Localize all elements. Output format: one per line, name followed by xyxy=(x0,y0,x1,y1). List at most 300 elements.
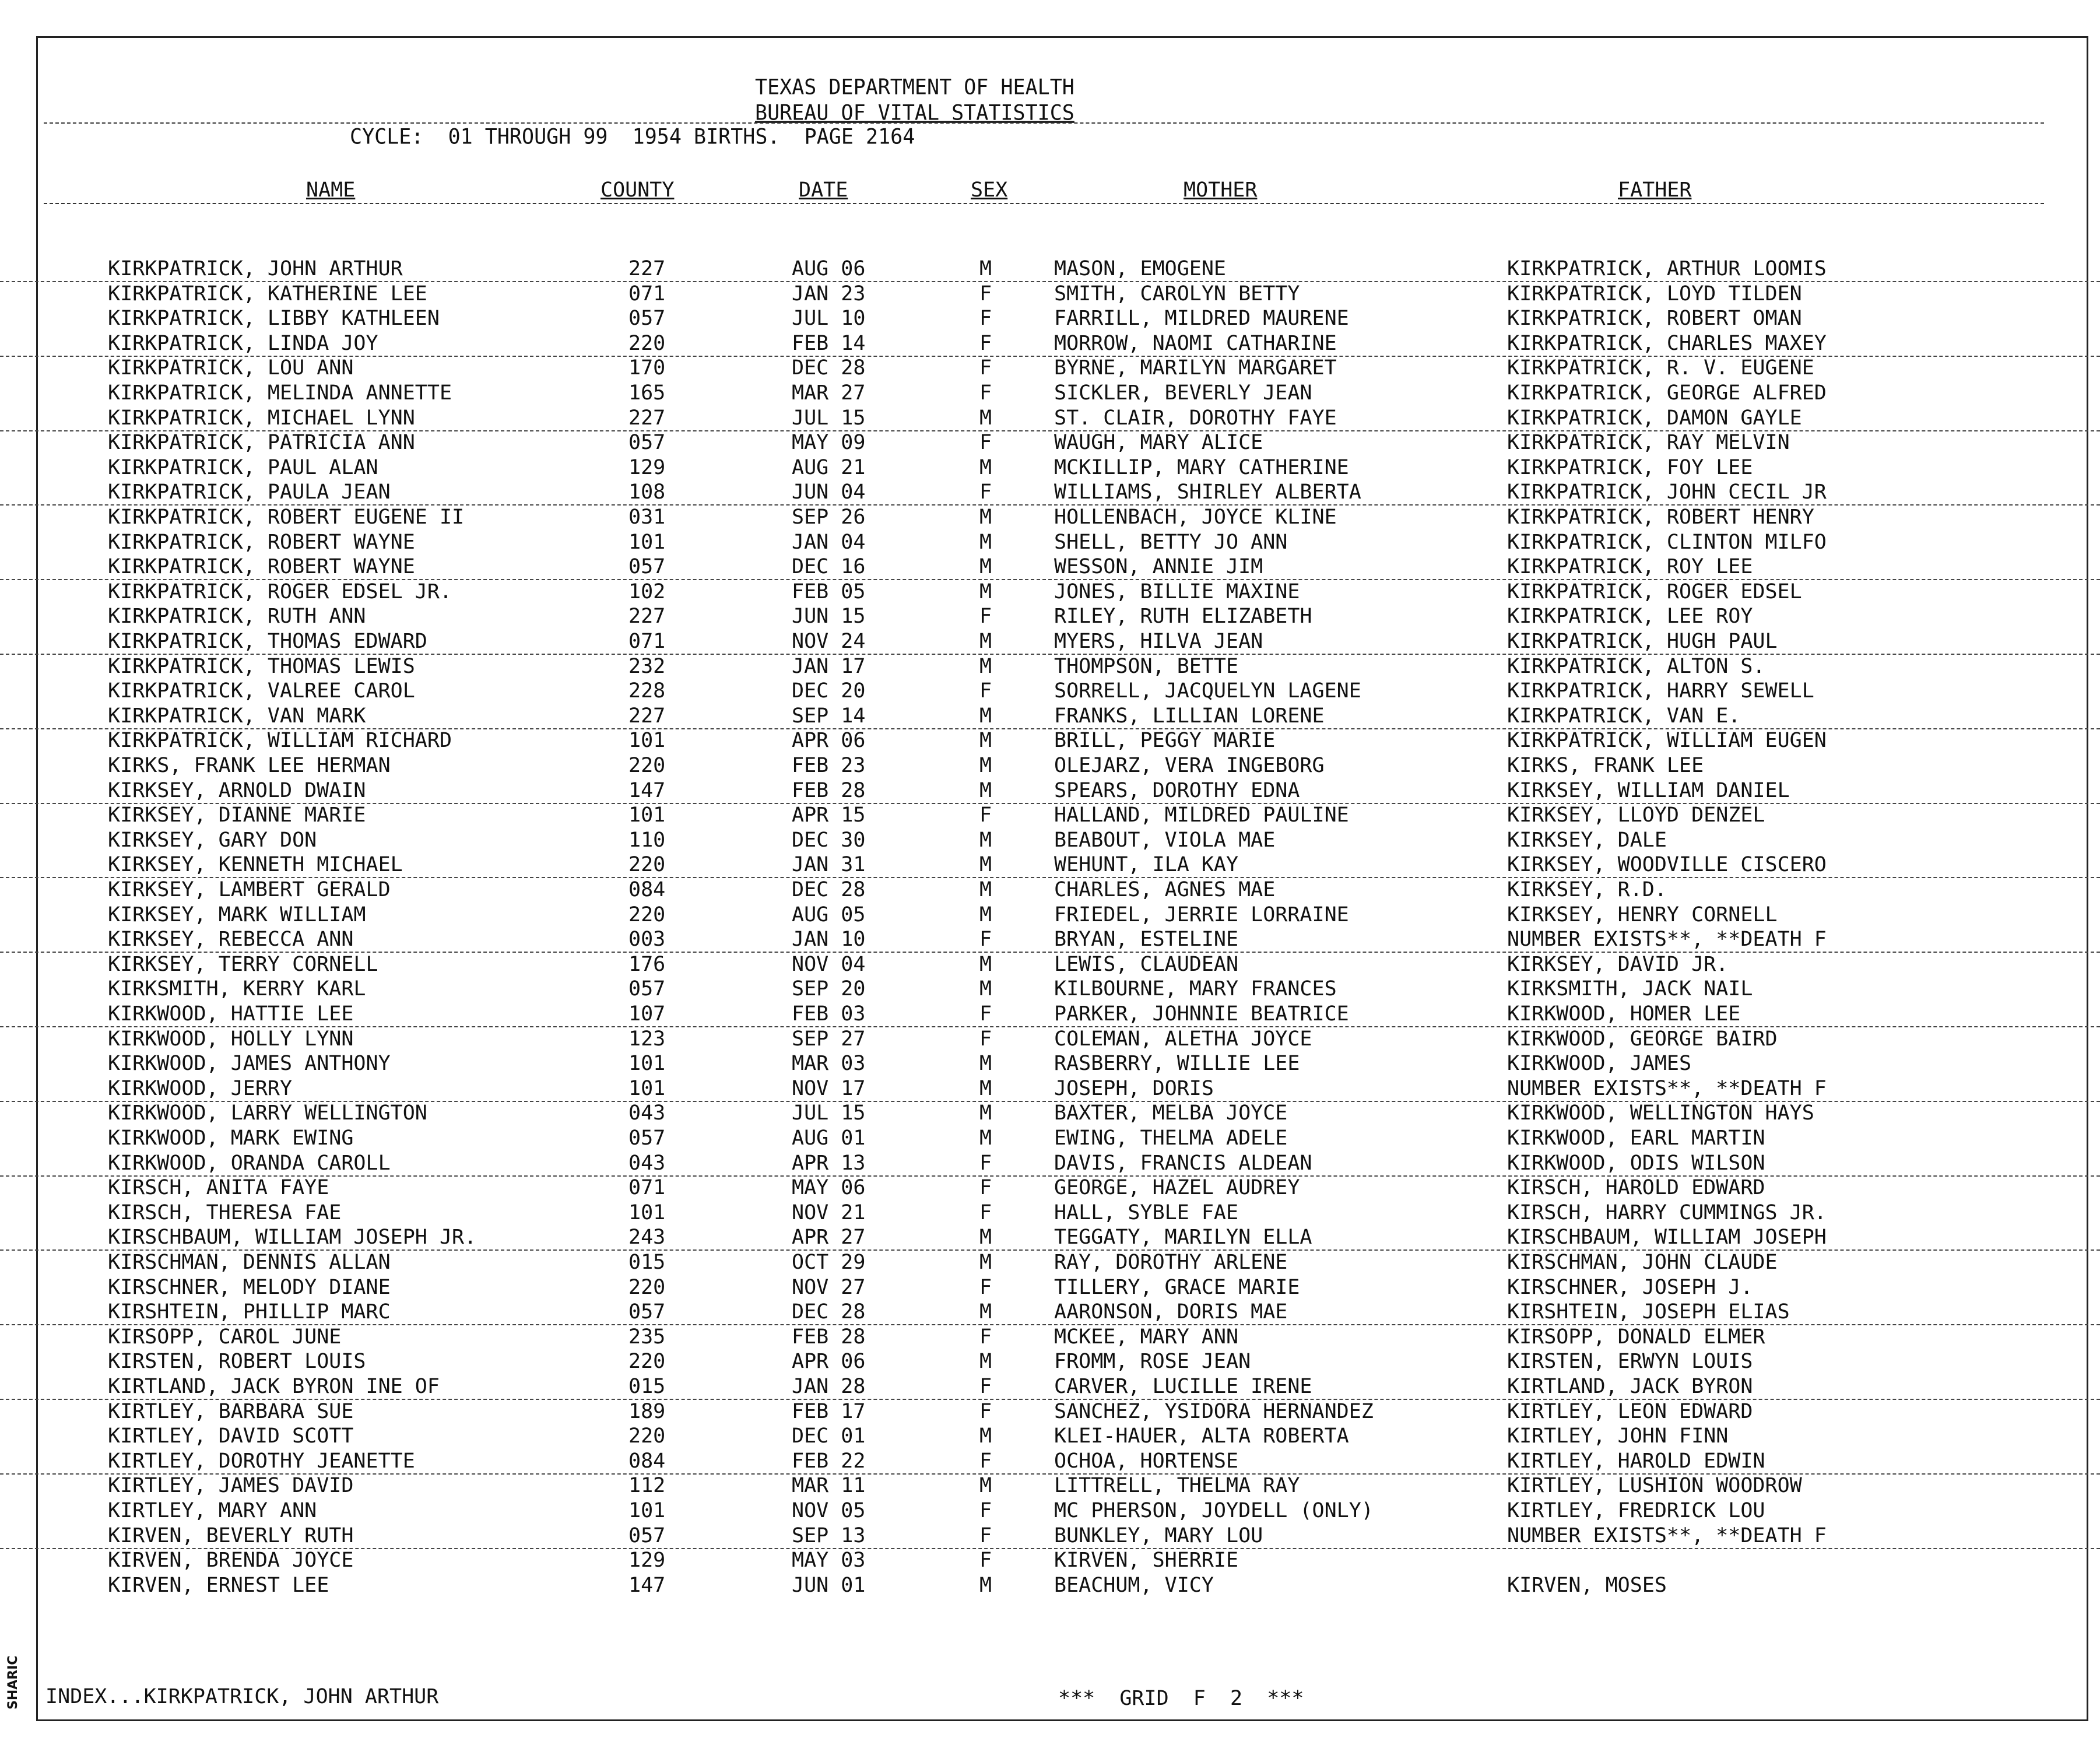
record-mother: LITTRELL, THELMA RAY xyxy=(1054,1474,1300,1498)
record-father: NUMBER EXISTS**, **DEATH F xyxy=(1507,928,1827,952)
record-county: 101 xyxy=(628,1499,666,1522)
record-sex: F xyxy=(979,356,992,380)
record-county: 220 xyxy=(628,903,666,926)
table-row xyxy=(0,257,2100,282)
record-mother: SORRELL, JACQUELYN LAGENE xyxy=(1054,679,1361,703)
record-name: KIRKSEY, TERRY CORNELL xyxy=(108,952,378,976)
record-father: KIRSCH, HARRY CUMMINGS JR. xyxy=(1507,1201,1827,1224)
record-name: KIRKWOOD, HOLLY LYNN xyxy=(108,1027,354,1051)
record-father: KIRKPATRICK, HUGH PAUL xyxy=(1507,630,1778,653)
table-row xyxy=(0,1524,2100,1549)
record-date: OCT 29 xyxy=(792,1251,866,1274)
record-father: KIRKSEY, HENRY CORNELL xyxy=(1507,903,1778,926)
record-name: KIRKWOOD, MARK EWING xyxy=(108,1126,354,1150)
table-row xyxy=(0,406,2100,431)
record-county: 220 xyxy=(628,1275,666,1299)
record-county: 003 xyxy=(628,928,666,952)
record-name: KIRKPATRICK, LOU ANN xyxy=(108,356,354,380)
record-father: KIRKWOOD, HOMER LEE xyxy=(1507,1002,1741,1026)
table-row xyxy=(0,654,2100,679)
record-sex: F xyxy=(979,679,992,703)
record-county: 110 xyxy=(628,828,666,852)
table-row xyxy=(0,1573,2100,1598)
side-stamp xyxy=(2,1644,26,1714)
record-county: 057 xyxy=(628,431,666,455)
table-row xyxy=(0,903,2100,927)
record-county: 071 xyxy=(628,1176,666,1200)
record-date: FEB 28 xyxy=(792,778,866,802)
record-mother: SICKLER, BEVERLY JEAN xyxy=(1054,381,1312,405)
record-father: KIRKPATRICK, HARRY SEWELL xyxy=(1507,679,1814,703)
record-date: DEC 28 xyxy=(792,356,866,380)
record-mother: MORROW, NAOMI CATHARINE xyxy=(1054,331,1337,355)
record-sex: F xyxy=(979,803,992,827)
table-row xyxy=(0,1051,2100,1076)
record-date: JAN 17 xyxy=(792,654,866,678)
table-row xyxy=(0,1101,2100,1125)
record-county: 227 xyxy=(628,257,666,280)
record-county: 102 xyxy=(628,580,666,603)
record-father: NUMBER EXISTS**, **DEATH F xyxy=(1507,1524,1827,1547)
record-sex: M xyxy=(979,455,992,479)
record-father: KIRKPATRICK, LOYD TILDEN xyxy=(1507,282,1802,306)
record-father: KIRKPATRICK, ARTHUR LOOMIS xyxy=(1507,257,1827,280)
record-date: DEC 28 xyxy=(792,878,866,901)
record-father: KIRKWOOD, EARL MARTIN xyxy=(1507,1126,1765,1150)
cycle-line: CYCLE: 01 THROUGH 99 1954 BIRTHS. PAGE 2164 xyxy=(350,125,915,149)
record-mother: RILEY, RUTH ELIZABETH xyxy=(1054,605,1312,629)
side-stamp-label: SHARIC xyxy=(6,1655,20,1710)
table-row xyxy=(0,927,2100,953)
record-date: FEB 17 xyxy=(792,1399,866,1423)
record-mother: FARRILL, MILDRED MAURENE xyxy=(1054,307,1349,331)
record-mother: TEGGATY, MARILYN ELLA xyxy=(1054,1226,1312,1249)
record-sex: M xyxy=(979,1076,992,1100)
record-name: KIRKSEY, REBECCA ANN xyxy=(108,928,354,952)
record-father: KIRSCHNER, JOSEPH J. xyxy=(1507,1275,1753,1299)
record-father: KIRKSEY, DALE xyxy=(1507,828,1667,852)
record-father: KIRSCHMAN, JOHN CLAUDE xyxy=(1507,1251,1778,1274)
record-name: KIRKWOOD, ORANDA CAROLL xyxy=(108,1151,391,1175)
record-sex: M xyxy=(979,853,992,877)
record-mother: BAXTER, MELBA JOYCE xyxy=(1054,1101,1288,1125)
table-row xyxy=(0,1300,2100,1325)
record-sex: F xyxy=(979,1176,992,1200)
record-county: 227 xyxy=(628,406,666,430)
record-county: 147 xyxy=(628,1573,666,1597)
column-header-father: FATHER xyxy=(1618,178,1692,202)
record-mother: CHARLES, AGNES MAE xyxy=(1054,878,1276,901)
record-father: KIRKPATRICK, DAMON GAYLE xyxy=(1507,406,1802,430)
record-county: 071 xyxy=(628,282,666,306)
record-mother: TILLERY, GRACE MARIE xyxy=(1054,1275,1300,1299)
record-mother: WESSON, ANNIE JIM xyxy=(1054,555,1263,579)
record-county: 101 xyxy=(628,530,666,554)
record-father: KIRKPATRICK, RAY MELVIN xyxy=(1507,431,1790,455)
record-date: SEP 13 xyxy=(792,1524,866,1547)
record-name: KIRKS, FRANK LEE HERMAN xyxy=(108,754,391,777)
record-sex: M xyxy=(979,903,992,926)
table-row xyxy=(0,1325,2100,1349)
record-father: KIRKPATRICK, ALTON S. xyxy=(1507,654,1765,678)
record-date: JUN 01 xyxy=(792,1573,866,1597)
record-county: 235 xyxy=(628,1325,666,1349)
record-father: KIRVEN, MOSES xyxy=(1507,1573,1667,1597)
record-name: KIRKSEY, ARNOLD DWAIN xyxy=(108,778,366,802)
record-sex: F xyxy=(979,605,992,629)
record-date: MAR 03 xyxy=(792,1052,866,1076)
record-county: 084 xyxy=(628,878,666,901)
record-sex: M xyxy=(979,1300,992,1324)
record-mother: MYERS, HILVA JEAN xyxy=(1054,630,1263,653)
record-sex: F xyxy=(979,1002,992,1026)
table-row xyxy=(0,1548,2100,1573)
record-county: 057 xyxy=(628,1126,666,1150)
record-mother: RASBERRY, WILLIE LEE xyxy=(1054,1052,1300,1076)
record-sex: M xyxy=(979,630,992,653)
table-row xyxy=(0,728,2100,753)
record-name: KIRKSEY, GARY DON xyxy=(108,828,317,852)
record-county: 147 xyxy=(628,778,666,802)
record-county: 123 xyxy=(628,1027,666,1051)
table-row xyxy=(0,1002,2100,1027)
record-name: KIRKPATRICK, MICHAEL LYNN xyxy=(108,406,415,430)
record-date: NOV 24 xyxy=(792,630,866,653)
record-date: DEC 01 xyxy=(792,1424,866,1448)
record-name: KIRKPATRICK, THOMAS LEWIS xyxy=(108,654,415,678)
record-sex: M xyxy=(979,952,992,976)
record-sex: F xyxy=(979,1499,992,1522)
table-row xyxy=(0,356,2100,380)
record-date: DEC 20 xyxy=(792,679,866,703)
record-date: JUL 15 xyxy=(792,1101,866,1125)
record-date: APR 06 xyxy=(792,1350,866,1374)
record-name: KIRSOPP, CAROL JUNE xyxy=(108,1325,342,1349)
record-father: KIRSTEN, ERWYN LOUIS xyxy=(1507,1350,1753,1374)
record-name: KIRKPATRICK, VAN MARK xyxy=(108,704,366,728)
record-father: KIRSHTEIN, JOSEPH ELIAS xyxy=(1507,1300,1790,1324)
record-mother: CARVER, LUCILLE IRENE xyxy=(1054,1375,1312,1398)
record-name: KIRSCH, THERESA FAE xyxy=(108,1201,342,1224)
record-mother: GEORGE, HAZEL AUDREY xyxy=(1054,1176,1300,1200)
record-county: 043 xyxy=(628,1101,666,1125)
record-father: KIRKWOOD, ODIS WILSON xyxy=(1507,1151,1765,1175)
table-row xyxy=(0,952,2100,977)
record-sex: F xyxy=(979,331,992,355)
record-county: 220 xyxy=(628,1350,666,1374)
record-date: NOV 21 xyxy=(792,1201,866,1224)
record-name: KIRKPATRICK, RUTH ANN xyxy=(108,605,366,629)
record-father: KIRKSEY, R.D. xyxy=(1507,878,1667,901)
record-father: KIRKSEY, LLOYD DENZEL xyxy=(1507,803,1765,827)
record-county: 220 xyxy=(628,331,666,355)
table-row xyxy=(0,331,2100,357)
record-mother: SHELL, BETTY JO ANN xyxy=(1054,530,1288,554)
record-sex: M xyxy=(979,1126,992,1150)
table-row xyxy=(0,1449,2100,1475)
record-date: APR 13 xyxy=(792,1151,866,1175)
record-name: KIRKPATRICK, ROBERT WAYNE xyxy=(108,530,415,554)
table-row xyxy=(0,554,2100,580)
record-sex: M xyxy=(979,1573,992,1597)
record-mother: BYRNE, MARILYN MARGARET xyxy=(1054,356,1337,380)
record-father: KIRKS, FRANK LEE xyxy=(1507,754,1704,777)
record-name: KIRKPATRICK, VALREE CAROL xyxy=(108,679,415,703)
record-mother: OLEJARZ, VERA INGEBORG xyxy=(1054,754,1325,777)
record-county: 057 xyxy=(628,977,666,1001)
table-row xyxy=(0,1027,2100,1051)
record-father: NUMBER EXISTS**, **DEATH F xyxy=(1507,1076,1827,1100)
record-mother: KILBOURNE, MARY FRANCES xyxy=(1054,977,1337,1001)
record-sex: F xyxy=(979,1325,992,1349)
record-date: APR 06 xyxy=(792,729,866,753)
record-name: KIRKPATRICK, WILLIAM RICHARD xyxy=(108,729,452,753)
record-date: MAR 11 xyxy=(792,1474,866,1498)
record-date: JAN 04 xyxy=(792,530,866,554)
record-date: SEP 20 xyxy=(792,977,866,1001)
record-sex: F xyxy=(979,1399,992,1423)
record-date: JAN 23 xyxy=(792,282,866,306)
record-county: 084 xyxy=(628,1449,666,1473)
table-row xyxy=(0,430,2100,455)
table-row xyxy=(0,778,2100,804)
record-name: KIRKSEY, LAMBERT GERALD xyxy=(108,878,391,901)
record-name: KIRVEN, ERNEST LEE xyxy=(108,1573,329,1597)
record-county: 057 xyxy=(628,307,666,331)
column-header-divider xyxy=(44,203,2044,204)
record-mother: FRIEDEL, JERRIE LORRAINE xyxy=(1054,903,1349,926)
record-father: KIRKPATRICK, ROBERT OMAN xyxy=(1507,307,1802,331)
record-name: KIRKPATRICK, KATHERINE LEE xyxy=(108,282,427,306)
record-sex: F xyxy=(979,1201,992,1224)
record-date: JUL 15 xyxy=(792,406,866,430)
record-name: KIRKWOOD, JERRY xyxy=(108,1076,293,1100)
record-name: KIRTLEY, JAMES DAVID xyxy=(108,1474,354,1498)
record-county: 112 xyxy=(628,1474,666,1498)
record-mother: FRANKS, LILLIAN LORENE xyxy=(1054,704,1325,728)
record-name: KIRKWOOD, HATTIE LEE xyxy=(108,1002,354,1026)
table-row xyxy=(0,852,2100,878)
record-name: KIRTLEY, MARY ANN xyxy=(108,1499,317,1522)
record-father: KIRKWOOD, JAMES xyxy=(1507,1052,1692,1076)
record-date: DEC 16 xyxy=(792,555,866,579)
record-father: KIRKWOOD, GEORGE BAIRD xyxy=(1507,1027,1778,1051)
table-row xyxy=(0,877,2100,902)
table-row xyxy=(0,1250,2100,1275)
table-row xyxy=(0,1175,2100,1200)
record-date: APR 27 xyxy=(792,1226,866,1249)
record-mother: AARONSON, DORIS MAE xyxy=(1054,1300,1288,1324)
record-county: 189 xyxy=(628,1399,666,1423)
record-name: KIRVEN, BEVERLY RUTH xyxy=(108,1524,354,1547)
record-date: SEP 27 xyxy=(792,1027,866,1051)
record-mother: BRILL, PEGGY MARIE xyxy=(1054,729,1276,753)
record-father: KIRKPATRICK, GEORGE ALFRED xyxy=(1507,381,1827,405)
table-row xyxy=(0,604,2100,629)
record-father: KIRTLEY, JOHN FINN xyxy=(1507,1424,1729,1448)
record-county: 015 xyxy=(628,1251,666,1274)
record-sex: F xyxy=(979,1524,992,1547)
record-date: APR 15 xyxy=(792,803,866,827)
record-date: NOV 05 xyxy=(792,1499,866,1522)
table-row xyxy=(0,1076,2100,1102)
record-name: KIRTLAND, JACK BYRON INE OF xyxy=(108,1375,440,1398)
table-row xyxy=(0,753,2100,778)
record-county: 243 xyxy=(628,1226,666,1249)
table-row xyxy=(0,1424,2100,1448)
record-name: KIRKPATRICK, ROBERT EUGENE II xyxy=(108,506,465,529)
record-sex: F xyxy=(979,1549,992,1573)
record-county: 176 xyxy=(628,952,666,976)
agency-title: TEXAS DEPARTMENT OF HEALTH xyxy=(755,75,1074,100)
record-county: 108 xyxy=(628,480,666,504)
table-row xyxy=(0,1399,2100,1424)
record-sex: F xyxy=(979,1449,992,1473)
record-mother: KIRVEN, SHERRIE xyxy=(1054,1549,1239,1573)
column-header-sex: SEX xyxy=(971,178,1008,202)
record-date: AUG 01 xyxy=(792,1126,866,1150)
record-mother: WILLIAMS, SHIRLEY ALBERTA xyxy=(1054,480,1361,504)
table-row xyxy=(0,455,2100,480)
record-date: JAN 10 xyxy=(792,928,866,952)
record-father: KIRKSEY, WILLIAM DANIEL xyxy=(1507,778,1790,802)
record-date: FEB 28 xyxy=(792,1325,866,1349)
grid-label: *** GRID F 2 *** xyxy=(1058,1687,1304,1710)
record-sex: M xyxy=(979,704,992,728)
table-row xyxy=(0,381,2100,405)
table-row xyxy=(0,480,2100,506)
record-county: 101 xyxy=(628,1076,666,1100)
table-row xyxy=(0,704,2100,729)
record-name: KIRKSEY, MARK WILLIAM xyxy=(108,903,366,926)
record-date: FEB 05 xyxy=(792,580,866,603)
record-mother: JOSEPH, DORIS xyxy=(1054,1076,1214,1100)
record-sex: M xyxy=(979,977,992,1001)
record-date: NOV 27 xyxy=(792,1275,866,1299)
record-name: KIRKSEY, DIANNE MARIE xyxy=(108,803,366,827)
record-mother: HALL, SYBLE FAE xyxy=(1054,1201,1239,1224)
bureau-title: BUREAU OF VITAL STATISTICS xyxy=(755,101,1074,125)
record-county: 043 xyxy=(628,1151,666,1175)
record-father: KIRKPATRICK, JOHN CECIL JR xyxy=(1507,480,1827,504)
record-father: KIRKPATRICK, R. V. EUGENE xyxy=(1507,356,1814,380)
record-county: 220 xyxy=(628,1424,666,1448)
record-date: JUN 04 xyxy=(792,480,866,504)
record-name: KIRKPATRICK, THOMAS EDWARD xyxy=(108,630,427,653)
record-name: KIRTLEY, DAVID SCOTT xyxy=(108,1424,354,1448)
table-row xyxy=(0,1349,2100,1374)
record-sex: F xyxy=(979,480,992,504)
record-mother: JONES, BILLIE MAXINE xyxy=(1054,580,1300,603)
record-name: KIRTLEY, DOROTHY JEANETTE xyxy=(108,1449,415,1473)
record-date: SEP 14 xyxy=(792,704,866,728)
table-row xyxy=(0,1201,2100,1225)
record-sex: M xyxy=(979,828,992,852)
record-mother: WAUGH, MARY ALICE xyxy=(1054,431,1263,455)
column-header-mother: MOTHER xyxy=(1184,178,1258,202)
record-date: MAY 09 xyxy=(792,431,866,455)
record-father: KIRKPATRICK, LEE ROY xyxy=(1507,605,1753,629)
record-name: KIRSCHNER, MELODY DIANE xyxy=(108,1275,391,1299)
record-sex: M xyxy=(979,729,992,753)
record-sex: F xyxy=(979,307,992,331)
record-sex: M xyxy=(979,654,992,678)
record-sex: M xyxy=(979,778,992,802)
record-mother: PARKER, JOHNNIE BEATRICE xyxy=(1054,1002,1349,1026)
record-date: AUG 06 xyxy=(792,257,866,280)
record-date: FEB 03 xyxy=(792,1002,866,1026)
record-county: 129 xyxy=(628,1549,666,1573)
record-father: KIRSCH, HAROLD EDWARD xyxy=(1507,1176,1765,1200)
record-county: 228 xyxy=(628,679,666,703)
record-sex: M xyxy=(979,580,992,603)
record-sex: F xyxy=(979,381,992,405)
record-mother: SMITH, CAROLYN BETTY xyxy=(1054,282,1300,306)
column-header-date: DATE xyxy=(799,178,848,202)
record-name: KIRKPATRICK, LIBBY KATHLEEN xyxy=(108,307,440,331)
record-mother: THOMPSON, BETTE xyxy=(1054,654,1239,678)
record-date: SEP 26 xyxy=(792,506,866,529)
record-name: KIRKPATRICK, ROGER EDSEL JR. xyxy=(108,580,452,603)
record-sex: M xyxy=(979,1251,992,1274)
table-row xyxy=(0,803,2100,827)
record-county: 015 xyxy=(628,1375,666,1398)
record-date: JUL 10 xyxy=(792,307,866,331)
record-sex: F xyxy=(979,1375,992,1398)
record-mother: SPEARS, DOROTHY EDNA xyxy=(1054,778,1300,802)
record-mother: ST. CLAIR, DOROTHY FAYE xyxy=(1054,406,1337,430)
record-date: DEC 30 xyxy=(792,828,866,852)
record-name: KIRKPATRICK, MELINDA ANNETTE xyxy=(108,381,452,405)
record-name: KIRKPATRICK, LINDA JOY xyxy=(108,331,378,355)
record-mother: WEHUNT, ILA KAY xyxy=(1054,853,1239,877)
record-county: 031 xyxy=(628,506,666,529)
record-sex: M xyxy=(979,257,992,280)
record-name: KIRKPATRICK, PAUL ALAN xyxy=(108,455,378,479)
record-county: 101 xyxy=(628,1052,666,1076)
record-date: JAN 28 xyxy=(792,1375,866,1398)
record-father: KIRKPATRICK, FOY LEE xyxy=(1507,455,1753,479)
table-row xyxy=(0,530,2100,554)
record-mother: MCKILLIP, MARY CATHERINE xyxy=(1054,455,1349,479)
record-date: JUN 15 xyxy=(792,605,866,629)
record-name: KIRSTEN, ROBERT LOUIS xyxy=(108,1350,366,1374)
record-county: 101 xyxy=(628,729,666,753)
record-father: KIRSOPP, DONALD ELMER xyxy=(1507,1325,1765,1349)
record-mother: MASON, EMOGENE xyxy=(1054,257,1227,280)
table-row xyxy=(0,505,2100,529)
record-county: 165 xyxy=(628,381,666,405)
table-row xyxy=(0,977,2100,1001)
record-sex: M xyxy=(979,1350,992,1374)
record-county: 227 xyxy=(628,704,666,728)
table-row xyxy=(0,1225,2100,1251)
record-sex: M xyxy=(979,878,992,901)
record-father: KIRTLEY, LUSHION WOODROW xyxy=(1507,1474,1802,1498)
record-date: FEB 22 xyxy=(792,1449,866,1473)
record-county: 220 xyxy=(628,853,666,877)
record-father: KIRKPATRICK, CLINTON MILFO xyxy=(1507,530,1827,554)
record-sex: M xyxy=(979,1424,992,1448)
table-row xyxy=(0,828,2100,852)
record-father: KIRKSMITH, JACK NAIL xyxy=(1507,977,1753,1001)
record-mother: SANCHEZ, YSIDORA HERNANDEZ xyxy=(1054,1399,1374,1423)
record-name: KIRKPATRICK, PAULA JEAN xyxy=(108,480,391,504)
record-sex: F xyxy=(979,1027,992,1051)
record-county: 057 xyxy=(628,1300,666,1324)
record-sex: M xyxy=(979,1052,992,1076)
record-name: KIRKPATRICK, ROBERT WAYNE xyxy=(108,555,415,579)
